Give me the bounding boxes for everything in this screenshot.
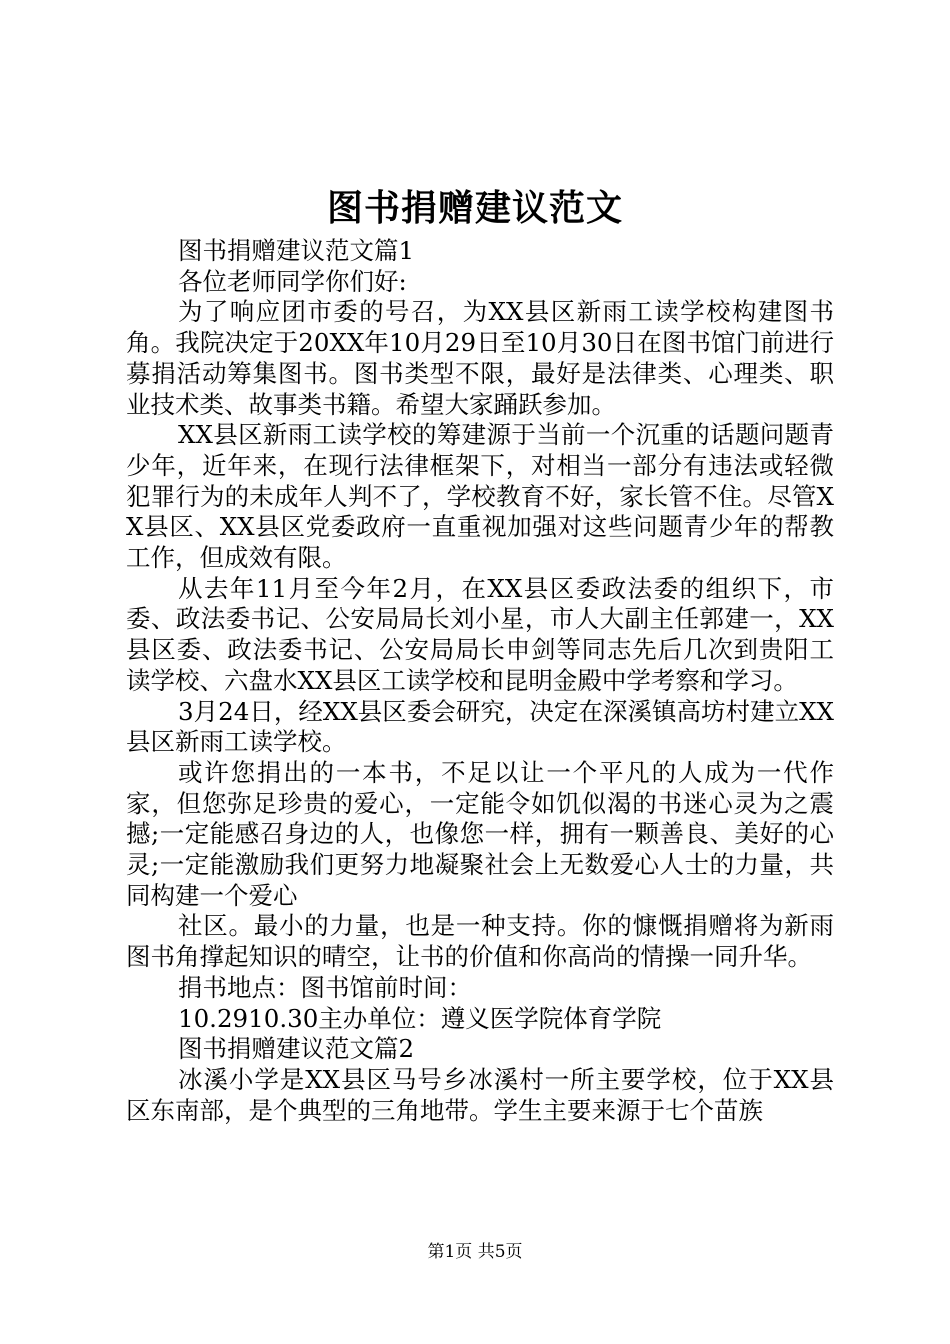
document-body (126, 236, 834, 1126)
paragraph: 社区。最小的力量，也是一种支持。你的慷慨捐赠将为新雨图书角撑起知识的晴空，让书的价值和你高尚的情操一同升华。 (126, 911, 834, 972)
paragraph-greeting: 各位老师同学你们好: (178, 266, 407, 296)
paragraph-location: 捐书地点：图书馆前时间： (178, 972, 472, 1002)
document-title: 图书捐赠建议范文 (326, 187, 623, 229)
page-footer: 第1页 共5页 (427, 1242, 523, 1262)
paragraph: 3月24日，经XX县区委会研究，决定在深溪镇高坊村建立XX县区新雨工读学校。 (126, 696, 834, 757)
paragraph-section-heading-2: 图书捐赠建议范文篇2 (178, 1034, 415, 1064)
paragraph-organizer: 10.2910.30主办单位：遵义医学院体育学院 (178, 1003, 662, 1033)
paragraph: XX县区新雨工读学校的筹建源于当前一个沉重的话题问题青少年，近年来，在现行法律框架下，对相当一部分有违法或轻微犯罪行为的未成年人判不了，学校教育不好，家长管不住。尽管XX县区、XX县区党委政府一直重视加强对这些问题青少年的帮教工作，但成效有限。 (126, 420, 834, 573)
paragraph: 冰溪小学是XX县区马号乡冰溪村一所主要学校，位于XX县区东南部，是个典型的三角地带。学生主要来源于七个苗族 (126, 1064, 834, 1125)
paragraph-section-heading-1: 图书捐赠建议范文篇1 (178, 236, 415, 265)
paragraph: 从去年11月至今年2月，在XX县区委政法委的组织下，市委、政法委书记、公安局局长刘小星，市人大副主任郭建一，XX县区委、政法委书记、公安局局长申剑等同志先后几次到贵阳工读学校、六盘水XX县区工读学校和昆明金殿中学考察和学习。 (126, 573, 834, 695)
paragraph: 为了响应团市委的号召，为XX县区新雨工读学校构建图书角。我院决定于20XX年10月29日至10月30日在图书馆门前进行募捐活动筹集图书。图书类型不限，最好是法律类、心理类、职业技术类、故事类书籍。希望大家踊跃参加。 (126, 297, 834, 419)
paragraph: 或许您捐出的一本书，不足以让一个平凡的人成为一代作家，但您弥足珍贵的爱心，一定能令如饥似渴的书迷心灵为之震撼;一定能感召身边的人，也像您一样，拥有一颗善良、美好的心灵;一定能激励我们更努力地凝聚社会上无数爱心人士的力量，共同构建一个爱心 (126, 757, 834, 910)
